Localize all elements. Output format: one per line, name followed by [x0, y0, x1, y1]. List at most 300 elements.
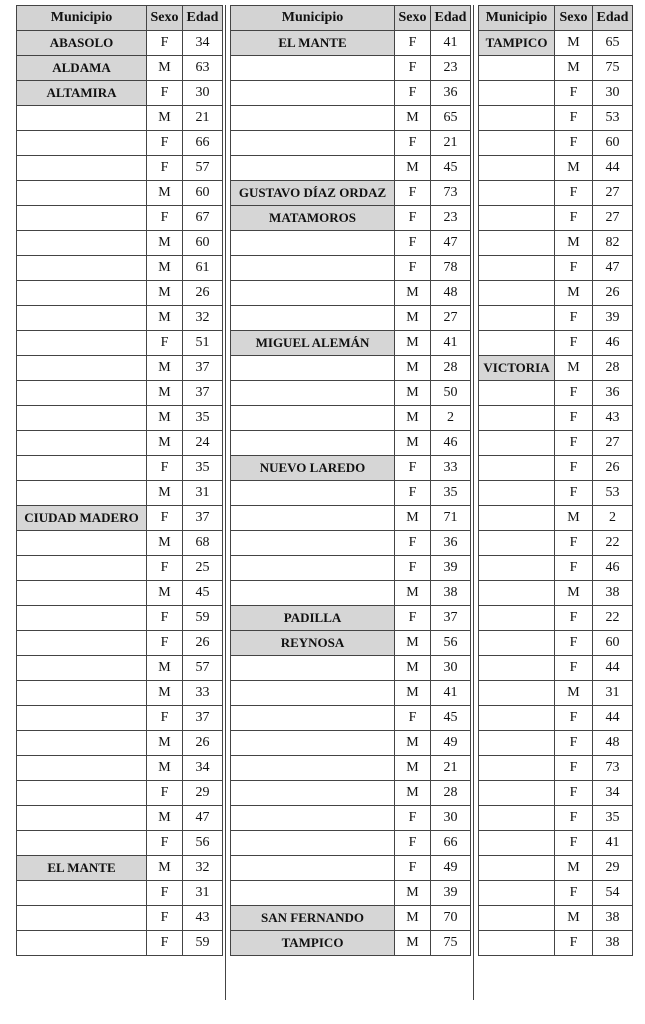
edad-cell: 32	[183, 856, 223, 881]
edad-cell: 29	[593, 856, 633, 881]
edad-cell: 27	[431, 306, 471, 331]
sexo-cell: F	[555, 731, 593, 756]
table-row	[17, 806, 223, 831]
municipality-data-table	[16, 5, 632, 1000]
municipio-cell	[479, 856, 555, 881]
sexo-cell: F	[555, 131, 593, 156]
edad-cell: 44	[593, 706, 633, 731]
edad-cell: 21	[431, 756, 471, 781]
municipio-cell	[479, 456, 555, 481]
sexo-cell: M	[395, 631, 431, 656]
municipio-cell	[17, 281, 147, 306]
sexo-cell: F	[395, 606, 431, 631]
edad-cell: 26	[183, 631, 223, 656]
municipio-cell	[231, 231, 395, 256]
municipio-cell	[231, 531, 395, 556]
table-row	[17, 231, 223, 256]
table-row	[479, 931, 633, 956]
edad-cell: 63	[183, 56, 223, 81]
sexo-cell: F	[147, 81, 183, 106]
edad-cell: 46	[593, 331, 633, 356]
sexo-cell: F	[555, 781, 593, 806]
table-block-3	[478, 5, 633, 956]
municipio-cell	[231, 81, 395, 106]
municipio-cell	[479, 306, 555, 331]
sexo-cell: M	[147, 481, 183, 506]
sexo-cell: F	[555, 406, 593, 431]
edad-cell: 56	[431, 631, 471, 656]
edad-cell: 41	[593, 831, 633, 856]
sexo-cell: F	[395, 181, 431, 206]
table-row	[479, 56, 633, 81]
municipio-cell	[479, 581, 555, 606]
municipio-cell	[17, 756, 147, 781]
municipio-cell	[479, 481, 555, 506]
edad-cell: 61	[183, 256, 223, 281]
edad-cell: 66	[431, 831, 471, 856]
sexo-cell: M	[147, 656, 183, 681]
table-row	[17, 156, 223, 181]
table-row	[17, 106, 223, 131]
municipio-cell	[17, 581, 147, 606]
sexo-cell: M	[147, 756, 183, 781]
sexo-cell: F	[147, 131, 183, 156]
municipio-cell: REYNOSA	[231, 631, 395, 656]
municipio-cell	[479, 131, 555, 156]
sexo-cell: M	[555, 356, 593, 381]
table-row	[231, 681, 471, 706]
sexo-cell: F	[395, 81, 431, 106]
municipio-cell	[231, 381, 395, 406]
table-row	[17, 781, 223, 806]
sexo-cell: F	[555, 806, 593, 831]
edad-cell: 67	[183, 206, 223, 231]
table-row	[17, 881, 223, 906]
municipio-cell	[17, 656, 147, 681]
table-row	[479, 206, 633, 231]
municipio-cell	[17, 931, 147, 956]
edad-cell: 41	[431, 331, 471, 356]
sexo-cell: F	[395, 806, 431, 831]
sexo-cell: F	[555, 706, 593, 731]
edad-cell: 31	[183, 481, 223, 506]
edad-cell: 23	[431, 206, 471, 231]
table-block-2	[230, 5, 471, 956]
table-row	[17, 581, 223, 606]
edad-cell: 2	[431, 406, 471, 431]
table-row	[231, 231, 471, 256]
edad-cell: 23	[431, 56, 471, 81]
sexo-cell: M	[147, 681, 183, 706]
table-row	[479, 181, 633, 206]
municipio-cell: TAMPICO	[479, 31, 555, 56]
edad-cell: 60	[593, 631, 633, 656]
table-row	[231, 456, 471, 481]
edad-cell: 37	[431, 606, 471, 631]
table-row	[231, 756, 471, 781]
edad-cell: 27	[593, 206, 633, 231]
municipio-cell	[231, 481, 395, 506]
municipio-cell	[479, 281, 555, 306]
edad-cell: 73	[593, 756, 633, 781]
edad-cell: 48	[431, 281, 471, 306]
municipio-cell	[17, 381, 147, 406]
sexo-cell: F	[395, 531, 431, 556]
sexo-cell: M	[147, 581, 183, 606]
edad-cell: 38	[593, 931, 633, 956]
sexo-cell: M	[395, 281, 431, 306]
edad-cell: 30	[431, 806, 471, 831]
table-row	[231, 331, 471, 356]
table-row	[479, 781, 633, 806]
sexo-cell: M	[147, 381, 183, 406]
sexo-cell: F	[395, 31, 431, 56]
table-row	[479, 731, 633, 756]
table-row	[231, 881, 471, 906]
column-divider	[225, 5, 226, 1000]
edad-cell: 47	[593, 256, 633, 281]
edad-cell: 39	[431, 881, 471, 906]
header-municipio: Municipio	[231, 6, 395, 31]
sexo-cell: M	[395, 506, 431, 531]
table-row	[231, 306, 471, 331]
table-row	[17, 206, 223, 231]
table-row	[479, 81, 633, 106]
sexo-cell: F	[555, 481, 593, 506]
municipio-cell	[231, 781, 395, 806]
sexo-cell: M	[147, 281, 183, 306]
sexo-cell: M	[147, 56, 183, 81]
municipio-cell	[17, 631, 147, 656]
table-row	[231, 406, 471, 431]
table-row	[17, 631, 223, 656]
sexo-cell: F	[555, 256, 593, 281]
table-row	[231, 856, 471, 881]
sexo-cell: M	[395, 731, 431, 756]
edad-cell: 53	[593, 106, 633, 131]
table-row	[17, 606, 223, 631]
municipio-cell	[479, 631, 555, 656]
table-row	[17, 406, 223, 431]
table-row	[231, 256, 471, 281]
municipio-cell: VICTORIA	[479, 356, 555, 381]
table-row	[479, 256, 633, 281]
sexo-cell: F	[147, 706, 183, 731]
table-row	[479, 606, 633, 631]
sexo-cell: M	[555, 906, 593, 931]
table-row	[231, 906, 471, 931]
municipio-cell	[479, 681, 555, 706]
edad-cell: 33	[183, 681, 223, 706]
municipio-cell: PADILLA	[231, 606, 395, 631]
sexo-cell: M	[147, 256, 183, 281]
edad-cell: 21	[431, 131, 471, 156]
table-row	[479, 406, 633, 431]
municipio-cell	[479, 881, 555, 906]
edad-cell: 71	[431, 506, 471, 531]
municipio-cell	[17, 406, 147, 431]
table-row	[479, 106, 633, 131]
edad-cell: 30	[431, 656, 471, 681]
sexo-cell: F	[147, 831, 183, 856]
table-row	[479, 231, 633, 256]
municipio-cell: NUEVO LAREDO	[231, 456, 395, 481]
municipio-cell	[479, 431, 555, 456]
municipio-cell	[17, 306, 147, 331]
table-row	[17, 931, 223, 956]
table-row	[17, 731, 223, 756]
sexo-cell: F	[555, 106, 593, 131]
header-sexo: Sexo	[555, 6, 593, 31]
municipio-cell: TAMPICO	[231, 931, 395, 956]
edad-cell: 73	[431, 181, 471, 206]
municipio-cell	[17, 731, 147, 756]
sexo-cell: F	[147, 206, 183, 231]
municipio-cell	[479, 106, 555, 131]
table-row	[479, 856, 633, 881]
municipio-cell	[17, 331, 147, 356]
edad-cell: 78	[431, 256, 471, 281]
sexo-cell: M	[147, 406, 183, 431]
sexo-cell: F	[555, 81, 593, 106]
table-row	[231, 806, 471, 831]
table-row	[231, 481, 471, 506]
sexo-cell: M	[395, 156, 431, 181]
edad-cell: 49	[431, 856, 471, 881]
sexo-cell: M	[395, 431, 431, 456]
edad-cell: 60	[183, 231, 223, 256]
table-row	[479, 756, 633, 781]
table-row	[231, 731, 471, 756]
municipio-cell	[479, 756, 555, 781]
municipio-cell	[479, 231, 555, 256]
edad-cell: 29	[183, 781, 223, 806]
edad-cell: 35	[431, 481, 471, 506]
table-row	[231, 156, 471, 181]
edad-cell: 39	[431, 556, 471, 581]
sexo-cell: M	[147, 181, 183, 206]
municipio-cell	[17, 106, 147, 131]
sexo-cell: F	[555, 831, 593, 856]
table-row	[231, 931, 471, 956]
table-row	[231, 556, 471, 581]
municipio-cell	[479, 256, 555, 281]
sexo-cell: F	[147, 931, 183, 956]
municipio-cell	[479, 206, 555, 231]
sexo-cell: M	[147, 231, 183, 256]
table-row	[479, 456, 633, 481]
municipio-cell	[231, 856, 395, 881]
table-row	[17, 281, 223, 306]
municipio-cell	[231, 581, 395, 606]
edad-cell: 24	[183, 431, 223, 456]
sexo-cell: M	[555, 56, 593, 81]
table-row	[231, 56, 471, 81]
sexo-cell: M	[555, 581, 593, 606]
sexo-cell: F	[395, 706, 431, 731]
table-row	[17, 556, 223, 581]
edad-cell: 21	[183, 106, 223, 131]
edad-cell: 34	[183, 31, 223, 56]
municipio-cell	[479, 156, 555, 181]
municipio-cell	[17, 181, 147, 206]
municipio-cell: ABASOLO	[17, 31, 147, 56]
municipio-cell	[17, 831, 147, 856]
edad-cell: 43	[593, 406, 633, 431]
edad-cell: 48	[593, 731, 633, 756]
table-row	[17, 456, 223, 481]
municipio-cell	[479, 81, 555, 106]
edad-cell: 45	[431, 706, 471, 731]
municipio-cell	[231, 681, 395, 706]
header-edad: Edad	[431, 6, 471, 31]
header-sexo: Sexo	[147, 6, 183, 31]
sexo-cell: M	[147, 106, 183, 131]
edad-cell: 68	[183, 531, 223, 556]
municipio-cell	[479, 806, 555, 831]
sexo-cell: F	[555, 331, 593, 356]
table-row	[17, 381, 223, 406]
table-row	[479, 681, 633, 706]
municipio-cell: EL MANTE	[17, 856, 147, 881]
municipio-cell	[17, 431, 147, 456]
sexo-cell: F	[555, 656, 593, 681]
sexo-cell: M	[147, 306, 183, 331]
sexo-cell: F	[395, 831, 431, 856]
municipio-cell	[17, 681, 147, 706]
edad-cell: 31	[593, 681, 633, 706]
sexo-cell: F	[555, 531, 593, 556]
table-row	[231, 831, 471, 856]
edad-cell: 35	[183, 456, 223, 481]
edad-cell: 70	[431, 906, 471, 931]
sexo-cell: M	[395, 656, 431, 681]
header-municipio: Municipio	[479, 6, 555, 31]
table-row	[231, 31, 471, 56]
table-row	[479, 531, 633, 556]
edad-cell: 28	[431, 781, 471, 806]
municipio-cell	[17, 706, 147, 731]
edad-cell: 38	[431, 581, 471, 606]
edad-cell: 43	[183, 906, 223, 931]
table-row	[231, 431, 471, 456]
table-row	[231, 131, 471, 156]
municipio-cell	[17, 606, 147, 631]
sexo-cell: M	[147, 531, 183, 556]
edad-cell: 41	[431, 31, 471, 56]
municipio-cell	[231, 106, 395, 131]
edad-cell: 41	[431, 681, 471, 706]
sexo-cell: M	[395, 781, 431, 806]
municipio-cell	[17, 131, 147, 156]
table-row	[17, 531, 223, 556]
table-row	[17, 756, 223, 781]
edad-cell: 38	[593, 906, 633, 931]
sexo-cell: M	[147, 806, 183, 831]
edad-cell: 44	[593, 156, 633, 181]
sexo-cell: M	[555, 856, 593, 881]
sexo-cell: F	[395, 256, 431, 281]
sexo-cell: F	[395, 206, 431, 231]
municipio-cell	[231, 306, 395, 331]
sexo-cell: M	[555, 231, 593, 256]
edad-cell: 26	[183, 281, 223, 306]
municipio-cell	[231, 356, 395, 381]
sexo-cell: M	[395, 406, 431, 431]
table-row	[17, 706, 223, 731]
table-row	[17, 31, 223, 56]
municipio-cell	[479, 656, 555, 681]
municipio-cell	[479, 831, 555, 856]
municipio-cell	[479, 706, 555, 731]
table-row	[17, 256, 223, 281]
sexo-cell: F	[555, 381, 593, 406]
municipio-cell	[231, 506, 395, 531]
table-row	[479, 306, 633, 331]
edad-cell: 30	[593, 81, 633, 106]
municipio-cell	[231, 281, 395, 306]
edad-cell: 26	[183, 731, 223, 756]
municipio-cell	[17, 481, 147, 506]
edad-cell: 22	[593, 531, 633, 556]
edad-cell: 39	[593, 306, 633, 331]
municipio-cell	[479, 931, 555, 956]
sexo-cell: F	[395, 856, 431, 881]
edad-cell: 2	[593, 506, 633, 531]
edad-cell: 54	[593, 881, 633, 906]
municipio-cell	[479, 406, 555, 431]
table-row	[17, 356, 223, 381]
table-row	[479, 431, 633, 456]
municipio-cell	[479, 56, 555, 81]
sexo-cell: F	[147, 906, 183, 931]
table-row	[17, 431, 223, 456]
sexo-cell: M	[395, 906, 431, 931]
edad-cell: 75	[431, 931, 471, 956]
table-row	[231, 631, 471, 656]
table-row	[479, 156, 633, 181]
edad-cell: 36	[593, 381, 633, 406]
edad-cell: 45	[431, 156, 471, 181]
sexo-cell: F	[555, 631, 593, 656]
municipio-cell: MATAMOROS	[231, 206, 395, 231]
sexo-cell: F	[395, 131, 431, 156]
municipio-cell: EL MANTE	[231, 31, 395, 56]
sexo-cell: M	[395, 306, 431, 331]
edad-cell: 57	[183, 656, 223, 681]
sexo-cell: F	[555, 181, 593, 206]
edad-cell: 65	[431, 106, 471, 131]
edad-cell: 32	[183, 306, 223, 331]
municipio-cell	[231, 431, 395, 456]
sexo-cell: M	[147, 431, 183, 456]
edad-cell: 33	[431, 456, 471, 481]
municipio-cell	[17, 531, 147, 556]
municipio-cell	[17, 556, 147, 581]
municipio-cell: SAN FERNANDO	[231, 906, 395, 931]
sexo-cell: M	[147, 856, 183, 881]
sexo-cell: F	[147, 31, 183, 56]
edad-cell: 60	[183, 181, 223, 206]
edad-cell: 60	[593, 131, 633, 156]
edad-cell: 27	[593, 181, 633, 206]
table-row	[231, 81, 471, 106]
sexo-cell: M	[147, 356, 183, 381]
sexo-cell: M	[395, 356, 431, 381]
edad-cell: 26	[593, 456, 633, 481]
sexo-cell: M	[555, 506, 593, 531]
municipio-cell: ALDAMA	[17, 56, 147, 81]
